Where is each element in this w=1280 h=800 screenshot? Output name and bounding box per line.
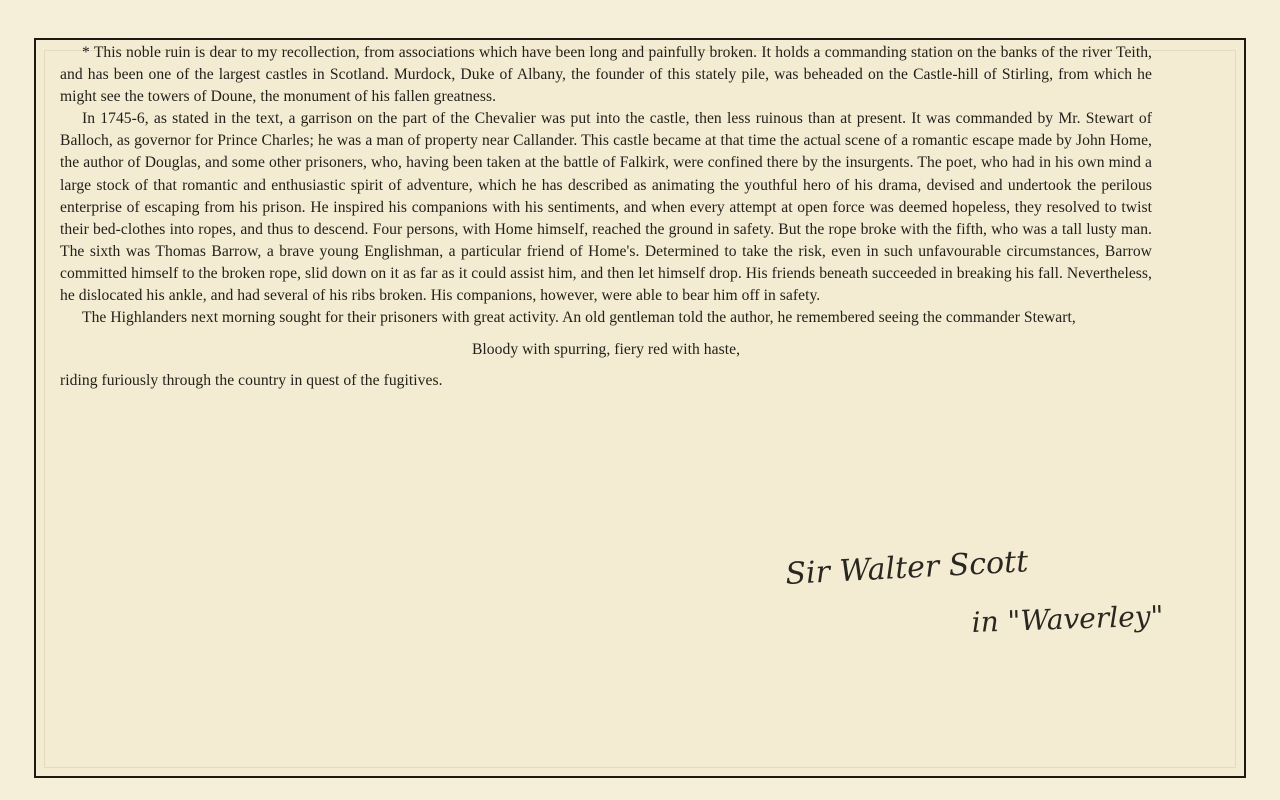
paragraph-escape-story: In 1745-6, as stated in the text, a garrison on the part of the Chevalier was put into the castle, then less ruinous than at present. It was commanded by Mr. Stewart of Balloch, as governor for Prince Charles; he was a man of property near Callander. This castle became at that time the actual scene of a romantic escape made by John Home, the author of Douglas, and some other prisoners, who, having been taken at the battle of Falkirk, were confined there by the insurgents. The poet, who had in his own mind a large stock of that romantic and enthusiastic spirit of adventure, which he has described as animating the youthful hero of his drama, devised and undertook the perilous enterprise of escaping from his prison. He inspired his companions with his sentiments, and when every attempt at open force was deemed hopeless, they resolved to twist their bed-clothes into ropes, and thus to descend. Four persons, with Home himself, reached the ground in safety. But the rope broke with the fifth, who was a tall lusty man. The sixth was Thomas Barrow, a brave young Englishman, a particular friend of Home's. Determined to take the risk, even in such unfavourable circumstances, Barrow committed himself to the broken rope, slid down on it as far as it could assist him, and then let himself drop. His friends beneath succeeded in breaking his fall. Nevertheless, he dislocated his ankle, and had several of his ribs broken. His companions, however, were able to bear him off in safety.	[60, 110, 1152, 305]
handwritten-attribution	[744, 522, 1164, 639]
paragraph-highlanders: The Highlanders next morning sought for their prisoners with great activity. An old gentleman told the author, he remembered seeing the commander Stewart,	[82, 309, 1076, 327]
footnote-text-block	[60, 42, 1152, 392]
paragraph-doune-castle: * This noble ruin is dear to my recollection, from associations which have been long and painfully broken. It holds a commanding station on the banks of the river Teith, and has been one of the largest castles in Scotland. Murdock, Duke of Albany, the founder of this stately pile, was beheaded on the Castle-hill of Stirling, from which he might see the towers of Doune, the monument of his fallen greatness.	[60, 44, 1152, 106]
signature-work-title: in "Waverley"	[971, 599, 1164, 639]
signature-author-name: Sir Walter Scott	[784, 544, 1030, 592]
signature-svg	[744, 522, 1164, 639]
quoted-verse-line: Bloody with spurring, fiery red with haste,	[471, 341, 741, 359]
closing-line: riding furiously through the country in quest of the fugitives.	[60, 372, 443, 390]
